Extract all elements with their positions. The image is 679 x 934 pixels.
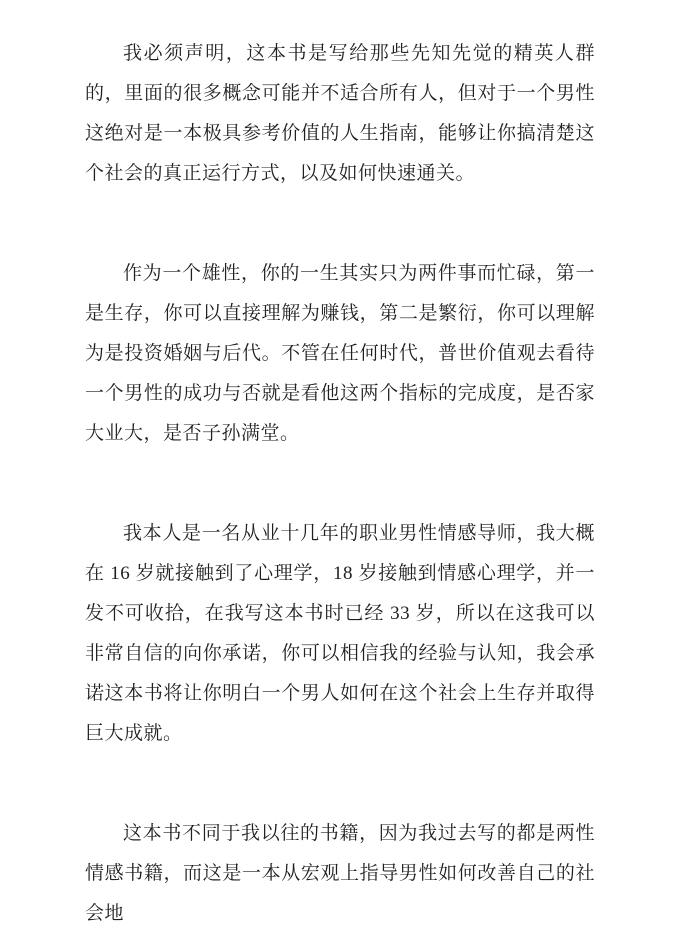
paragraph-two-goals: 作为一个雄性，你的一生其实只为两件事而忙碌，第一是生存，你可以直接理解为赚钱，第二是繁衍，你可以理解为是投资婚姻与后代。不管在任何时代，普世价值观去看待一个男性的成功与否就是看他这两个指标的完成度，是否家大业大，是否子孙满堂。 — [85, 263, 595, 444]
paragraph-declaration: 我必须声明，这本书是写给那些先知先觉的精英人群的，里面的很多概念可能并不适合所有人，但对于一个男性这绝对是一本极具参考价值的人生指南，能够让你搞清楚这个社会的真正运行方式，以及如何快速通关。 — [85, 43, 595, 184]
paragraph-author-background: 我本人是一名从业十几年的职业男性情感导师，我大概在 16 岁就接触到了心理学，18 岁接触到情感心理学，并一发不可收拾，在我写这本书时已经 33 岁，所以在这我可以非常自信的向你承诺，你可以相信我的经验与认知，我会承诺这本书将让你明白一个男人如何在这个社会上生存并取得巨大成就。 — [85, 523, 595, 744]
paragraph-book-difference: 这本书不同于我以往的书籍，因为我过去写的都是两性情感书籍，而这是一本从宏观上指导男性如何改善自己的社会地 — [85, 823, 595, 924]
